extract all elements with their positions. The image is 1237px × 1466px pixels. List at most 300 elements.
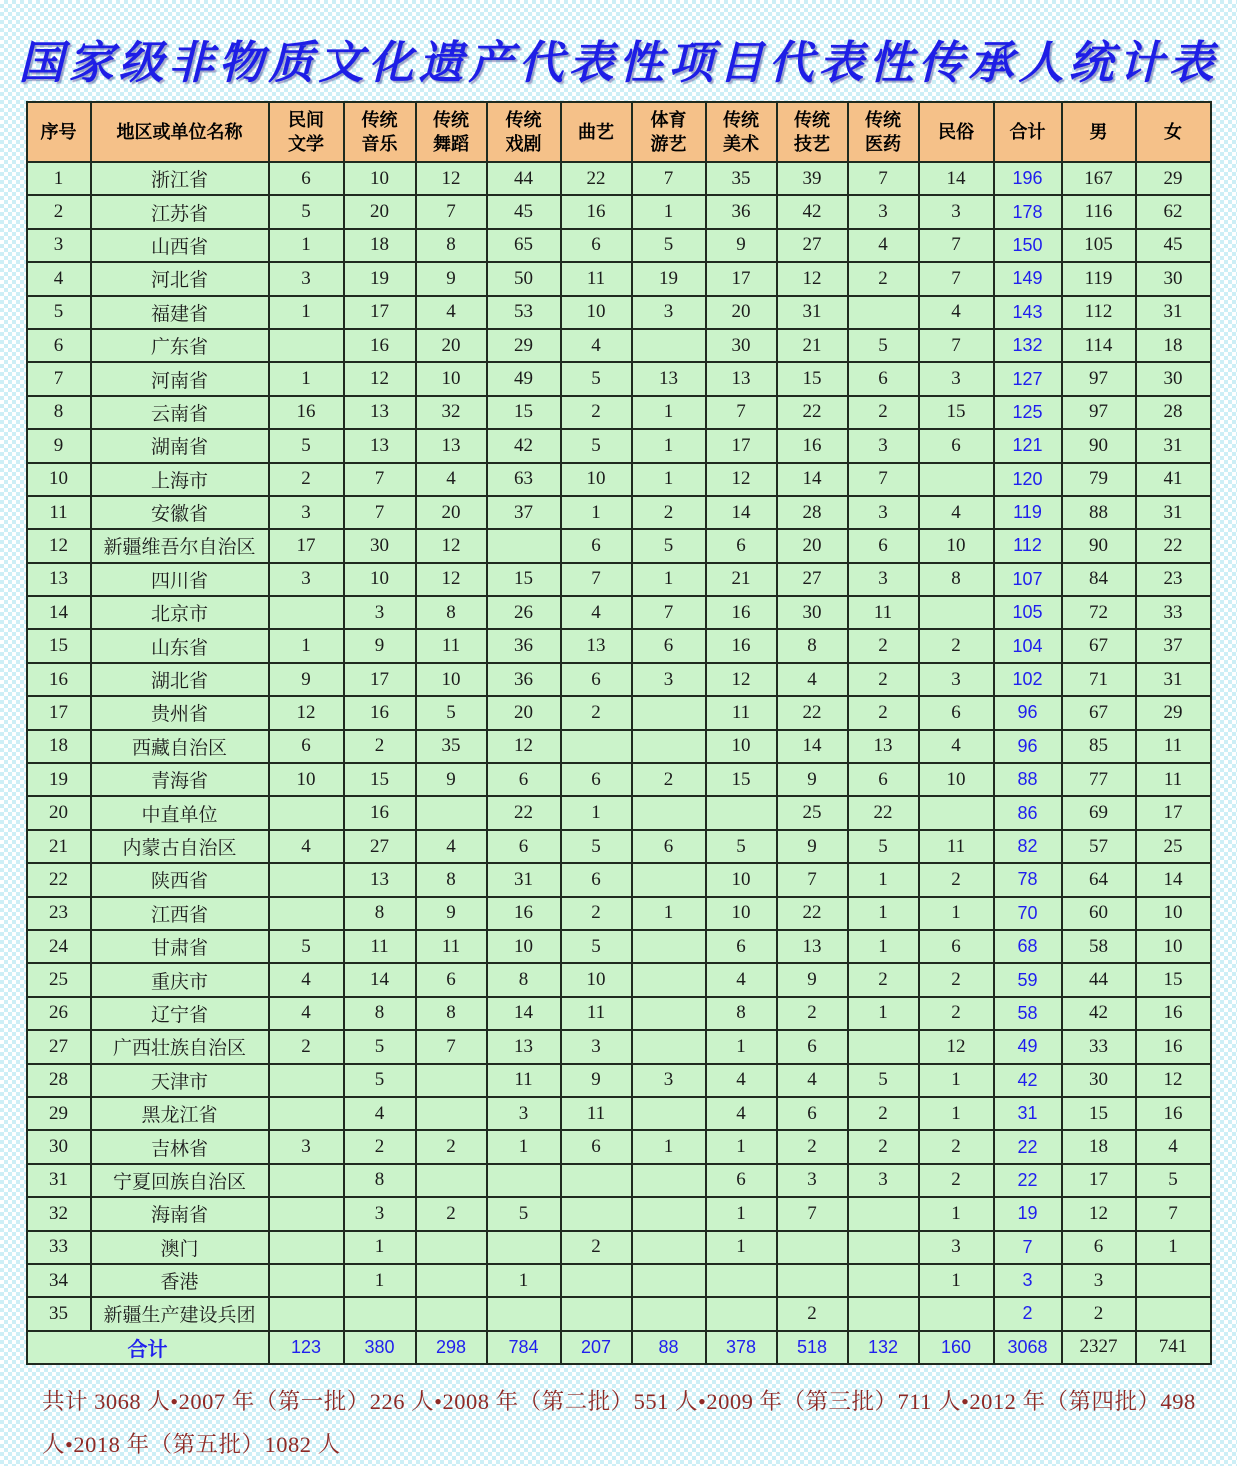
- row-number-cell: 8: [27, 396, 91, 429]
- value-cell: 149: [994, 262, 1062, 295]
- row-number-cell: 26: [27, 997, 91, 1030]
- total-value-cell: 380: [344, 1331, 416, 1364]
- value-cell: 13: [561, 629, 632, 662]
- value-cell: 7: [1136, 1197, 1211, 1230]
- value-cell: 6: [269, 730, 344, 763]
- value-cell: 12: [1136, 1064, 1211, 1097]
- region-name-cell: 西藏自治区: [91, 730, 269, 763]
- total-value-cell: 2327: [1062, 1331, 1136, 1364]
- value-cell: 35: [706, 162, 777, 195]
- header-row: [27, 102, 1211, 162]
- value-cell: [269, 1231, 344, 1264]
- value-cell: 10: [1136, 897, 1211, 930]
- page-title: 国家级非物质文化遗产代表性项目代表性传承人统计表: [18, 38, 1219, 88]
- value-cell: [919, 463, 994, 496]
- column-header: 女: [1136, 102, 1211, 162]
- value-cell: 86: [994, 796, 1062, 829]
- table-row: [27, 730, 1211, 763]
- row-number-cell: 35: [27, 1297, 91, 1330]
- value-cell: 14: [344, 963, 416, 996]
- value-cell: 7: [919, 229, 994, 262]
- total-value-cell: 378: [706, 1331, 777, 1364]
- value-cell: 20: [344, 195, 416, 228]
- table-row: [27, 262, 1211, 295]
- value-cell: 3: [269, 262, 344, 295]
- value-cell: 6: [848, 763, 919, 796]
- value-cell: 77: [1062, 763, 1136, 796]
- value-cell: 15: [706, 763, 777, 796]
- value-cell: 17: [344, 663, 416, 696]
- value-cell: 63: [487, 463, 561, 496]
- value-cell: 2: [848, 696, 919, 729]
- row-number-cell: 9: [27, 429, 91, 462]
- value-cell: 7: [919, 262, 994, 295]
- value-cell: 15: [919, 396, 994, 429]
- value-cell: 3: [487, 1097, 561, 1130]
- value-cell: 9: [706, 229, 777, 262]
- value-cell: 45: [1136, 229, 1211, 262]
- value-cell: 49: [994, 1030, 1062, 1063]
- value-cell: 4: [919, 296, 994, 329]
- value-cell: 49: [487, 362, 561, 395]
- row-number-cell: 4: [27, 262, 91, 295]
- row-number-cell: 18: [27, 730, 91, 763]
- value-cell: 127: [994, 362, 1062, 395]
- value-cell: 1: [706, 1197, 777, 1230]
- value-cell: [416, 1264, 487, 1297]
- value-cell: 1: [1136, 1231, 1211, 1264]
- value-cell: 15: [344, 763, 416, 796]
- row-number-cell: 27: [27, 1030, 91, 1063]
- region-name-cell: 上海市: [91, 463, 269, 496]
- region-name-cell: 中直单位: [91, 796, 269, 829]
- value-cell: 44: [487, 162, 561, 195]
- table-body: [27, 162, 1211, 1364]
- value-cell: 12: [344, 362, 416, 395]
- value-cell: 33: [1062, 1030, 1136, 1063]
- table-row: [27, 1231, 1211, 1264]
- value-cell: 10: [919, 763, 994, 796]
- value-cell: 13: [487, 1030, 561, 1063]
- row-number-cell: 16: [27, 663, 91, 696]
- table-row: [27, 663, 1211, 696]
- value-cell: [269, 1064, 344, 1097]
- table-row: [27, 563, 1211, 596]
- value-cell: 41: [1136, 463, 1211, 496]
- row-number-cell: 10: [27, 463, 91, 496]
- value-cell: [706, 1297, 777, 1330]
- value-cell: 6: [561, 863, 632, 896]
- value-cell: 1: [706, 1130, 777, 1163]
- value-cell: 36: [706, 195, 777, 228]
- value-cell: 6: [706, 529, 777, 562]
- row-number-cell: 34: [27, 1264, 91, 1297]
- region-name-cell: 广东省: [91, 329, 269, 362]
- value-cell: 3: [344, 596, 416, 629]
- value-cell: 1: [344, 1231, 416, 1264]
- value-cell: 42: [1062, 997, 1136, 1030]
- value-cell: 7: [416, 1030, 487, 1063]
- value-cell: 5: [561, 362, 632, 395]
- value-cell: 120: [994, 463, 1062, 496]
- value-cell: 119: [1062, 262, 1136, 295]
- value-cell: 5: [416, 696, 487, 729]
- value-cell: 8: [777, 629, 848, 662]
- value-cell: 10: [706, 863, 777, 896]
- value-cell: 5: [344, 1064, 416, 1097]
- row-number-cell: 23: [27, 897, 91, 930]
- value-cell: [269, 897, 344, 930]
- value-cell: 3: [848, 429, 919, 462]
- value-cell: 1: [269, 629, 344, 662]
- value-cell: 11: [561, 1097, 632, 1130]
- table-row: [27, 1130, 1211, 1163]
- region-name-cell: 河南省: [91, 362, 269, 395]
- value-cell: [269, 329, 344, 362]
- region-name-cell: 吉林省: [91, 1130, 269, 1163]
- value-cell: 14: [777, 730, 848, 763]
- value-cell: 3: [919, 1231, 994, 1264]
- value-cell: 11: [487, 1064, 561, 1097]
- total-value-cell: 123: [269, 1331, 344, 1364]
- value-cell: 2: [561, 696, 632, 729]
- value-cell: 6: [561, 1130, 632, 1163]
- value-cell: 6: [919, 930, 994, 963]
- value-cell: 3: [632, 663, 706, 696]
- value-cell: 2: [416, 1197, 487, 1230]
- value-cell: 2: [777, 997, 848, 1030]
- value-cell: 72: [1062, 596, 1136, 629]
- value-cell: [632, 963, 706, 996]
- value-cell: 20: [416, 496, 487, 529]
- value-cell: 8: [416, 863, 487, 896]
- value-cell: 1: [269, 362, 344, 395]
- table-row: [27, 496, 1211, 529]
- value-cell: 16: [269, 396, 344, 429]
- value-cell: 27: [777, 229, 848, 262]
- value-cell: 8: [706, 997, 777, 1030]
- value-cell: 30: [777, 596, 848, 629]
- value-cell: 36: [487, 663, 561, 696]
- value-cell: 33: [1136, 596, 1211, 629]
- row-number-cell: 15: [27, 629, 91, 662]
- table-row: [27, 863, 1211, 896]
- column-header: 传统 戏剧: [487, 102, 561, 162]
- value-cell: [632, 1231, 706, 1264]
- table-row: [27, 429, 1211, 462]
- value-cell: 1: [848, 863, 919, 896]
- value-cell: 31: [1136, 663, 1211, 696]
- value-cell: 57: [1062, 830, 1136, 863]
- value-cell: [416, 1231, 487, 1264]
- column-header: 民间 文学: [269, 102, 344, 162]
- value-cell: 2: [561, 1231, 632, 1264]
- value-cell: [632, 730, 706, 763]
- row-number-cell: 22: [27, 863, 91, 896]
- value-cell: 31: [1136, 429, 1211, 462]
- region-name-cell: 湖北省: [91, 663, 269, 696]
- value-cell: 114: [1062, 329, 1136, 362]
- value-cell: 90: [1062, 429, 1136, 462]
- table-row: [27, 763, 1211, 796]
- value-cell: 2: [777, 1130, 848, 1163]
- region-name-cell: 广西壮族自治区: [91, 1030, 269, 1063]
- value-cell: 14: [919, 162, 994, 195]
- value-cell: 10: [706, 897, 777, 930]
- row-number-cell: 2: [27, 195, 91, 228]
- value-cell: 15: [487, 396, 561, 429]
- value-cell: 84: [1062, 563, 1136, 596]
- value-cell: 16: [1136, 1030, 1211, 1063]
- value-cell: 1: [632, 429, 706, 462]
- value-cell: 12: [416, 529, 487, 562]
- row-number-cell: 32: [27, 1197, 91, 1230]
- value-cell: 12: [1062, 1197, 1136, 1230]
- table-row: [27, 1264, 1211, 1297]
- value-cell: 5: [269, 930, 344, 963]
- value-cell: [632, 796, 706, 829]
- value-cell: 1: [919, 897, 994, 930]
- region-name-cell: 贵州省: [91, 696, 269, 729]
- value-cell: 10: [561, 463, 632, 496]
- value-cell: 2: [344, 1130, 416, 1163]
- value-cell: 4: [561, 596, 632, 629]
- row-number-cell: 21: [27, 830, 91, 863]
- region-name-cell: 江苏省: [91, 195, 269, 228]
- value-cell: 25: [777, 796, 848, 829]
- value-cell: 107: [994, 563, 1062, 596]
- region-name-cell: 北京市: [91, 596, 269, 629]
- value-cell: 4: [416, 296, 487, 329]
- value-cell: 9: [269, 663, 344, 696]
- value-cell: 11: [416, 629, 487, 662]
- value-cell: 1: [632, 463, 706, 496]
- value-cell: 17: [269, 529, 344, 562]
- value-cell: 1: [632, 1130, 706, 1163]
- value-cell: 13: [777, 930, 848, 963]
- value-cell: 121: [994, 429, 1062, 462]
- value-cell: 14: [487, 997, 561, 1030]
- value-cell: 4: [706, 1097, 777, 1130]
- value-cell: 1: [632, 897, 706, 930]
- value-cell: 22: [994, 1164, 1062, 1197]
- value-cell: 6: [706, 930, 777, 963]
- value-cell: 3: [919, 195, 994, 228]
- stats-table: [26, 101, 1212, 1365]
- value-cell: 1: [706, 1231, 777, 1264]
- value-cell: 28: [777, 496, 848, 529]
- value-cell: 2: [848, 262, 919, 295]
- row-number-cell: 1: [27, 162, 91, 195]
- footer-note: 共计 3068 人•2007 年（第一批）226 人•2008 年（第二批）551 人•2009 年（第三批）711 人•2012 年（第四批）498 人•2018 年（第五批）1082 人: [42, 1389, 1196, 1458]
- value-cell: 10: [344, 563, 416, 596]
- value-cell: 1: [632, 195, 706, 228]
- value-cell: [269, 796, 344, 829]
- value-cell: 35: [416, 730, 487, 763]
- value-cell: 16: [344, 329, 416, 362]
- value-cell: 22: [777, 396, 848, 429]
- total-value-cell: 207: [561, 1331, 632, 1364]
- total-value-cell: 3068: [994, 1331, 1062, 1364]
- value-cell: 1: [919, 1064, 994, 1097]
- total-value-cell: 160: [919, 1331, 994, 1364]
- value-cell: 13: [416, 429, 487, 462]
- row-number-cell: 12: [27, 529, 91, 562]
- value-cell: 9: [777, 963, 848, 996]
- value-cell: [416, 1164, 487, 1197]
- value-cell: 4: [416, 463, 487, 496]
- row-number-cell: 33: [27, 1231, 91, 1264]
- value-cell: 16: [487, 897, 561, 930]
- value-cell: 1: [487, 1264, 561, 1297]
- table-row: [27, 997, 1211, 1030]
- value-cell: 2: [561, 396, 632, 429]
- value-cell: 112: [1062, 296, 1136, 329]
- value-cell: 12: [706, 663, 777, 696]
- value-cell: [487, 529, 561, 562]
- value-cell: 31: [1136, 496, 1211, 529]
- value-cell: 4: [777, 663, 848, 696]
- value-cell: 60: [1062, 897, 1136, 930]
- table-row: [27, 1164, 1211, 1197]
- value-cell: 11: [344, 930, 416, 963]
- value-cell: 58: [1062, 930, 1136, 963]
- value-cell: 167: [1062, 162, 1136, 195]
- value-cell: 12: [487, 730, 561, 763]
- value-cell: 102: [994, 663, 1062, 696]
- value-cell: 7: [848, 162, 919, 195]
- region-name-cell: 甘肃省: [91, 930, 269, 963]
- value-cell: [706, 1264, 777, 1297]
- total-value-cell: 518: [777, 1331, 848, 1364]
- value-cell: 22: [848, 796, 919, 829]
- value-cell: 2: [848, 963, 919, 996]
- value-cell: 3: [632, 1064, 706, 1097]
- value-cell: 78: [994, 863, 1062, 896]
- value-cell: 2: [994, 1297, 1062, 1330]
- value-cell: [561, 1197, 632, 1230]
- value-cell: 9: [416, 262, 487, 295]
- value-cell: [561, 1297, 632, 1330]
- value-cell: [632, 1164, 706, 1197]
- value-cell: 7: [344, 463, 416, 496]
- value-cell: 19: [632, 262, 706, 295]
- table-row: [27, 296, 1211, 329]
- value-cell: 31: [487, 863, 561, 896]
- value-cell: 3: [269, 496, 344, 529]
- value-cell: 5: [848, 329, 919, 362]
- value-cell: 1: [269, 296, 344, 329]
- value-cell: 19: [344, 262, 416, 295]
- value-cell: 88: [1062, 496, 1136, 529]
- value-cell: [487, 1297, 561, 1330]
- value-cell: 9: [777, 763, 848, 796]
- page: [0, 26, 1237, 1466]
- row-number-cell: 29: [27, 1097, 91, 1130]
- table-row: [27, 796, 1211, 829]
- region-name-cell: 海南省: [91, 1197, 269, 1230]
- value-cell: 15: [1062, 1097, 1136, 1130]
- value-cell: 21: [777, 329, 848, 362]
- table-row: [27, 629, 1211, 662]
- value-cell: 6: [561, 663, 632, 696]
- value-cell: 11: [561, 997, 632, 1030]
- value-cell: 50: [487, 262, 561, 295]
- table-row: [27, 897, 1211, 930]
- value-cell: 3: [994, 1264, 1062, 1297]
- row-number-cell: 5: [27, 296, 91, 329]
- value-cell: 44: [1062, 963, 1136, 996]
- table-row: [27, 1030, 1211, 1063]
- value-cell: 69: [1062, 796, 1136, 829]
- value-cell: 2: [1062, 1297, 1136, 1330]
- value-cell: 1: [919, 1264, 994, 1297]
- value-cell: 12: [416, 162, 487, 195]
- value-cell: 5: [632, 529, 706, 562]
- total-value-cell: 741: [1136, 1331, 1211, 1364]
- value-cell: 4: [416, 830, 487, 863]
- total-value-cell: 88: [632, 1331, 706, 1364]
- value-cell: 4: [848, 229, 919, 262]
- value-cell: 67: [1062, 696, 1136, 729]
- value-cell: 18: [1136, 329, 1211, 362]
- column-header: 合计: [994, 102, 1062, 162]
- value-cell: 37: [1136, 629, 1211, 662]
- value-cell: 88: [994, 763, 1062, 796]
- value-cell: 2: [919, 963, 994, 996]
- value-cell: 105: [1062, 229, 1136, 262]
- value-cell: 15: [1136, 963, 1211, 996]
- value-cell: [632, 930, 706, 963]
- value-cell: [632, 863, 706, 896]
- region-name-cell: 河北省: [91, 262, 269, 295]
- value-cell: 11: [848, 596, 919, 629]
- value-cell: 6: [706, 1164, 777, 1197]
- value-cell: 2: [919, 997, 994, 1030]
- region-name-cell: 黑龙江省: [91, 1097, 269, 1130]
- region-name-cell: 新疆维吾尔自治区: [91, 529, 269, 562]
- value-cell: 2: [848, 663, 919, 696]
- value-cell: 2: [848, 1130, 919, 1163]
- value-cell: 3: [777, 1164, 848, 1197]
- value-cell: [919, 796, 994, 829]
- value-cell: 6: [269, 162, 344, 195]
- value-cell: 13: [344, 429, 416, 462]
- value-cell: 11: [1136, 763, 1211, 796]
- value-cell: 8: [344, 997, 416, 1030]
- value-cell: 6: [848, 529, 919, 562]
- value-cell: 4: [919, 496, 994, 529]
- value-cell: 3: [848, 496, 919, 529]
- region-name-cell: 辽宁省: [91, 997, 269, 1030]
- value-cell: [416, 1097, 487, 1130]
- row-number-cell: 31: [27, 1164, 91, 1197]
- value-cell: 4: [269, 997, 344, 1030]
- value-cell: 16: [777, 429, 848, 462]
- value-cell: 14: [706, 496, 777, 529]
- value-cell: 6: [561, 763, 632, 796]
- value-cell: 2: [344, 730, 416, 763]
- value-cell: 5: [561, 830, 632, 863]
- value-cell: 65: [487, 229, 561, 262]
- region-name-cell: 澳门: [91, 1231, 269, 1264]
- value-cell: 6: [1062, 1231, 1136, 1264]
- value-cell: [848, 296, 919, 329]
- region-name-cell: 新疆生产建设兵团: [91, 1297, 269, 1330]
- value-cell: 30: [706, 329, 777, 362]
- value-cell: 5: [561, 930, 632, 963]
- value-cell: 29: [1136, 696, 1211, 729]
